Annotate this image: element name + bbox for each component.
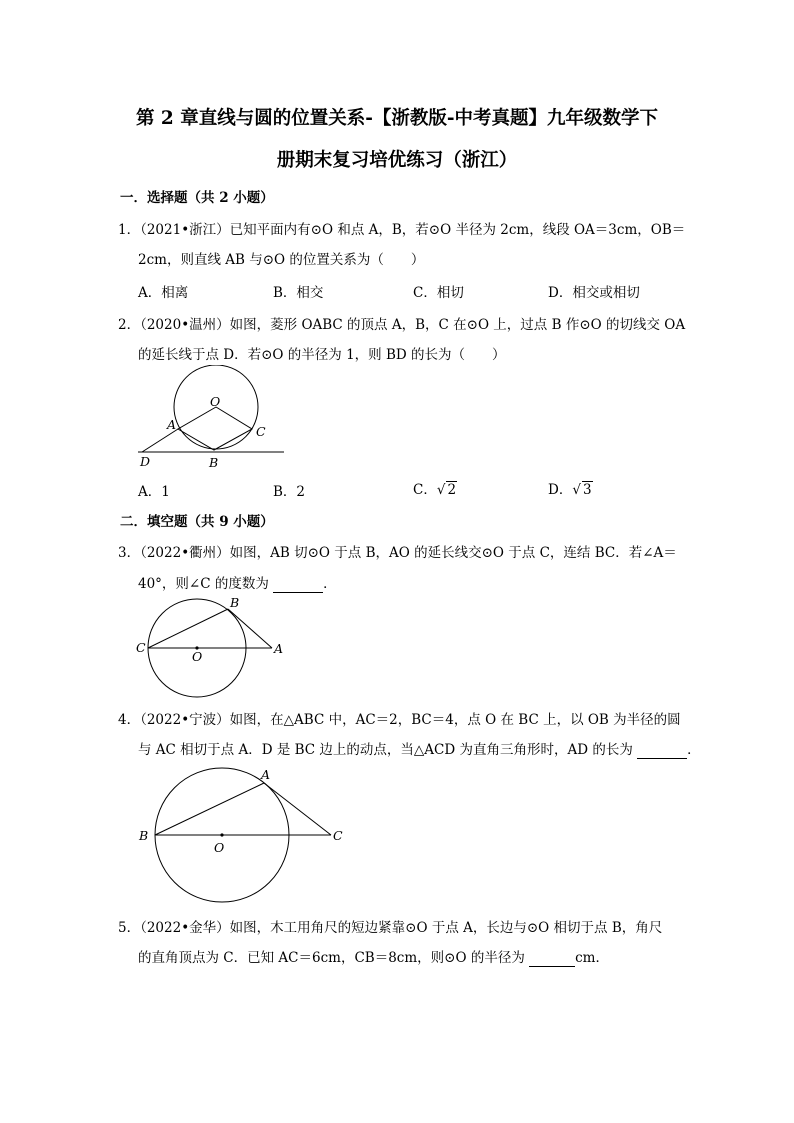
q4-center-dot [220,833,223,836]
q1-option-d: D．相交或相切 [548,285,640,301]
q1-option-a: A．相离 [138,285,189,301]
q5-line-1: 5．（2022•金华）如图，木工用角尺的短边紧靠⊙O 于点 A，长边与⊙O 相切于点 B，角尺 [118,920,663,936]
q3-line-1: 3．（2022•衢州）如图，AB 切⊙O 于点 B，AO 的延长线交⊙O 于点 C，连结 BC．若∠A＝ [118,545,677,561]
q4-line-2: 与 AC 相切于点 A．D 是 BC 边上的动点，当△ACD 为直角三角形时，AD 的长为 ． [138,742,701,758]
q1-line-2: 2cm，则直线 AB 与⊙O 的位置关系为（ ） [138,252,425,268]
q2-option-d: D．√ 3 [548,482,592,498]
q2-rhombus [178,407,252,450]
q4-figure [134,764,354,904]
q2-label-o: O [210,394,221,409]
q2-extension-od [142,429,178,452]
q2-line-1: 2．（2020•温州）如图，菱形 OABC 的顶点 A，B，C 在⊙O 上，过点 B 作⊙O 的切线交 OA [118,317,686,333]
q2-label-d: D [140,454,151,469]
q5-answer-blank [529,950,575,967]
q2-figure [132,365,292,475]
q2-option-c: C．√ 2 [413,482,457,498]
q1-line-1: 1．（2021•浙江）已知平面内有⊙O 和点 A，B，若⊙O 半径为 2cm，线段 OA＝3cm，OB＝ [118,222,686,238]
q4-line-1: 4．（2022•宁波）如图，在△ABC 中，AC＝2，BC＝4，点 O 在 BC 上，以 OB 为半径的圆 [118,712,681,728]
q2-label-c: C [256,424,266,439]
q2-label-b: B [209,455,219,470]
q3-line-cb [148,609,228,648]
q1-option-b: B．相交 [273,285,324,301]
q4-line-ac [264,783,331,835]
q5-line-2: 的直角顶点为 C．已知 AC＝6cm，CB＝8cm，则⊙O 的半径为 cm． [138,950,609,966]
section-heading-choice: 一．选择题（共 2 小题） [120,190,274,206]
q3-label-o: O [192,649,203,664]
q3-answer-blank [273,576,323,593]
q2-label-a: A [167,417,177,432]
q3-label-c: C [136,640,146,655]
q2-line-2: 的延长线于点 D．若⊙O 的半径为 1，则 BD 的长为（ ） [138,347,506,363]
section-heading-fill: 二．填空题（共 9 小题） [120,514,274,530]
q1-option-c: C．相切 [413,285,464,301]
q3-label-b: B [230,595,240,610]
q4-label-a: A [261,767,271,782]
q3-line-ba [228,609,272,648]
q3-label-a: A [274,641,284,656]
q3-line-2: 40°，则∠C 的度数为 ． [138,576,337,592]
title-line-1: 第 2 章直线与圆的位置关系-【浙教版-中考真题】九年级数学下 [135,108,659,129]
q2-option-a: A．1 [138,484,170,500]
q2-option-b: B．2 [273,484,306,500]
q4-label-c: C [333,828,343,843]
q4-answer-blank [637,742,687,759]
q4-label-b: B [139,828,149,843]
q4-label-o: O [214,840,225,855]
q3-figure [130,592,290,702]
title-line-2: 册期末复习培优练习（浙江） [276,150,518,171]
